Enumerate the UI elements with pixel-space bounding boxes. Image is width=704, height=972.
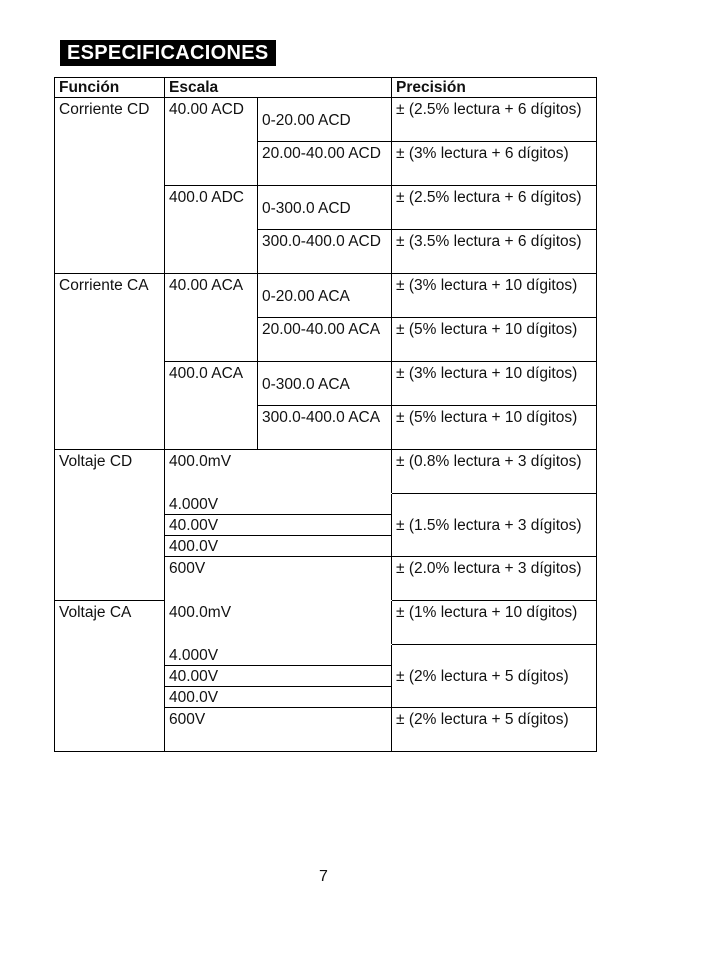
precision-cell: ± (2% lectura + 5 dígitos): [392, 645, 597, 708]
precision-cell: ± (2% lectura + 5 dígitos): [392, 708, 597, 752]
table-row: [55, 601, 597, 645]
section-title: ESPECIFICACIONES: [60, 40, 276, 66]
escala-cell: 40.00 ACD: [165, 98, 258, 186]
subrange-cell: 0-20.00 ACD: [258, 98, 392, 142]
specifications-table: [54, 77, 597, 752]
header-funcion: Función: [55, 78, 165, 98]
table-row: [55, 274, 597, 318]
escala-cell: 600V: [165, 557, 392, 601]
precision-cell: ± (3.5% lectura + 6 dígitos): [392, 230, 597, 274]
subrange-cell: 0-300.0 ACA: [258, 362, 392, 406]
precision-cell: ± (5% lectura + 10 dígitos): [392, 318, 597, 362]
subrange-cell: 0-20.00 ACA: [258, 274, 392, 318]
precision-cell: ± (3% lectura + 10 dígitos): [392, 362, 597, 406]
precision-cell: ± (2.5% lectura + 6 dígitos): [392, 98, 597, 142]
precision-cell: ± (5% lectura + 10 dígitos): [392, 406, 597, 450]
subrange-cell: 0-300.0 ACD: [258, 186, 392, 230]
precision-cell: ± (1.5% lectura + 3 dígitos): [392, 494, 597, 557]
subrange-cell: 300.0-400.0 ACD: [258, 230, 392, 274]
precision-cell: ± (1% lectura + 10 dígitos): [392, 601, 597, 645]
table-row: [55, 98, 597, 142]
precision-cell: ± (3% lectura + 10 dígitos): [392, 274, 597, 318]
precision-cell: ± (2.0% lectura + 3 dígitos): [392, 557, 597, 601]
page-number: 7: [319, 868, 328, 885]
escala-cell: 40.00V: [165, 666, 392, 687]
escala-cell: 400.0 ACA: [165, 362, 258, 450]
escala-cell: 4.000V: [165, 494, 392, 515]
escala-cell: 400.0mV: [165, 601, 392, 645]
escala-cell: 600V: [165, 708, 392, 752]
escala-cell: 400.0 ADC: [165, 186, 258, 274]
subrange-cell: 20.00-40.00 ACD: [258, 142, 392, 186]
table-header-row: [55, 78, 597, 98]
escala-cell: 40.00 ACA: [165, 274, 258, 362]
funcion-cell: Corriente CD: [55, 98, 165, 274]
table-row: [55, 450, 597, 494]
escala-cell: 400.0V: [165, 687, 392, 708]
funcion-cell: Corriente CA: [55, 274, 165, 450]
escala-cell: 4.000V: [165, 645, 392, 666]
escala-cell: 400.0mV: [165, 450, 392, 494]
escala-cell: 400.0V: [165, 536, 392, 557]
header-precision: Precisión: [392, 78, 597, 98]
funcion-cell: Voltaje CD: [55, 450, 165, 601]
subrange-cell: 300.0-400.0 ACA: [258, 406, 392, 450]
precision-cell: ± (3% lectura + 6 dígitos): [392, 142, 597, 186]
header-escala: Escala: [165, 78, 392, 98]
escala-cell: 40.00V: [165, 515, 392, 536]
precision-cell: ± (0.8% lectura + 3 dígitos): [392, 450, 597, 494]
precision-cell: ± (2.5% lectura + 6 dígitos): [392, 186, 597, 230]
subrange-cell: 20.00-40.00 ACA: [258, 318, 392, 362]
funcion-cell: Voltaje CA: [55, 601, 165, 752]
